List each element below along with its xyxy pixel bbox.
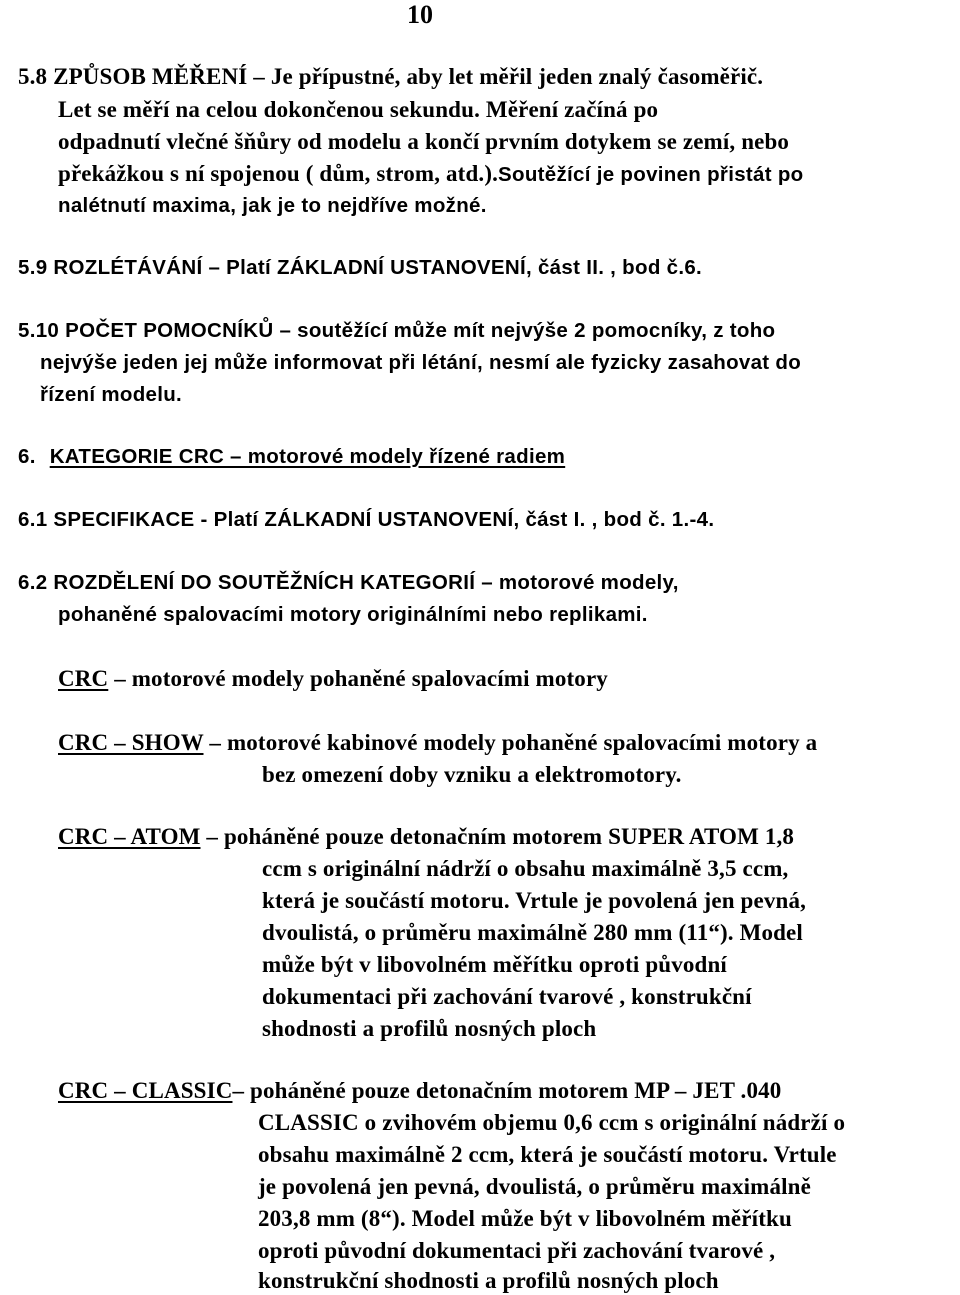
paragraph-line-part-sans: Soutěžící je povinen přistát po bbox=[498, 163, 804, 186]
paragraph-line: řízení modelu. bbox=[40, 383, 183, 406]
category-line bbox=[58, 730, 817, 756]
paragraph-line bbox=[58, 161, 804, 188]
category-description: – motorové kabinové modely pohaněné spalovacími motory a bbox=[209, 730, 818, 755]
paragraph-line: nalétnutí maxima, jak je to nejdříve možné. bbox=[58, 194, 487, 217]
category-description: – motorové modely pohaněné spalovacími motory bbox=[114, 666, 608, 691]
category-line: ccm s originální nádrží o obsahu maximálně 3,5 ccm, bbox=[262, 856, 789, 881]
section-6-heading bbox=[18, 444, 565, 470]
category-line: dokumentaci při zachování tvarové , konstrukční bbox=[262, 984, 752, 1009]
paragraph-line-part: překážkou s ní spojenou ( dům, strom, atd.). bbox=[58, 161, 499, 186]
category-name: CRC – CLASSIC bbox=[58, 1078, 233, 1103]
section-6-1: 6.1 SPECIFIKACE - Platí ZÁLKADNÍ USTANOVENÍ, část I. , bod č. 1.-4. bbox=[18, 508, 715, 531]
category-line bbox=[58, 824, 794, 850]
category-line: je povolená jen pevná, dvoulistá, o průměru maximálně bbox=[258, 1174, 811, 1199]
category-line: obsahu maximálně 2 ccm, která je součástí motoru. Vrtule bbox=[258, 1142, 837, 1167]
category-crc bbox=[58, 666, 608, 692]
category-line: konstrukční shodnosti a profilů nosných ploch bbox=[258, 1268, 719, 1293]
category-line: CLASSIC o zvihovém objemu 0,6 ccm s originální nádrží o bbox=[258, 1110, 846, 1135]
category-name: CRC bbox=[58, 666, 109, 691]
paragraph-line: 5.10 POČET POMOCNÍKŮ – soutěžící může mít nejvýše 2 pomocníky, z toho bbox=[18, 319, 776, 342]
category-description: – poháněné pouze detonačním motorem MP – JET .040 bbox=[232, 1078, 782, 1103]
category-line: shodnosti a profilů nosných ploch bbox=[262, 1016, 597, 1041]
category-line: 203,8 mm (8“). Model může být v libovolném měřítku bbox=[258, 1206, 792, 1231]
category-line: dvoulistá, o průměru maximálně 280 mm (11“). Model bbox=[262, 920, 803, 945]
paragraph-line: Let se měří na celou dokončenou sekundu. Měření začíná po bbox=[58, 97, 659, 122]
category-line: bez omezení doby vzniku a elektromotory. bbox=[262, 762, 682, 787]
category-line bbox=[58, 1078, 781, 1104]
category-name: CRC – SHOW bbox=[58, 730, 204, 755]
category-line: která je součástí motoru. Vrtule je povolená jen pevná, bbox=[262, 888, 806, 913]
paragraph-line: odpadnutí vlečné šňůry od modelu a končí prvním dotykem se zemí, nebo bbox=[58, 129, 790, 154]
category-line: oproti původní dokumentaci při zachování tvarové , bbox=[258, 1238, 776, 1263]
category-line: může být v libovolném měřítku oproti původní bbox=[262, 952, 727, 977]
paragraph-line: 6.2 ROZDĚLENÍ DO SOUTĚŽNÍCH KATEGORIÍ – motorové modely, bbox=[18, 571, 679, 594]
paragraph-line: nejvýše jeden jej může informovat při létání, nesmí ale fyzicky zasahovat do bbox=[40, 351, 802, 374]
paragraph-line: pohaněné spalovacími motory originálními nebo replikami. bbox=[58, 603, 648, 626]
section-5-9: 5.9 ROZLÉTÁVÁNÍ – Platí ZÁKLADNÍ USTANOVENÍ, část II. , bod č.6. bbox=[18, 256, 703, 279]
page-number: 10 bbox=[407, 0, 433, 29]
category-description: – poháněné pouze detonačním motorem SUPER ATOM 1,8 bbox=[206, 824, 795, 849]
section-title: KATEGORIE CRC – motorové modely řízené radiem bbox=[49, 445, 566, 468]
section-number: 6. bbox=[18, 445, 36, 468]
paragraph-line: 5.8 ZPŮSOB MĚŘENÍ – Je přípustné, aby let měřil jeden znalý časoměřič. bbox=[18, 64, 764, 89]
category-name: CRC – ATOM bbox=[58, 824, 201, 849]
